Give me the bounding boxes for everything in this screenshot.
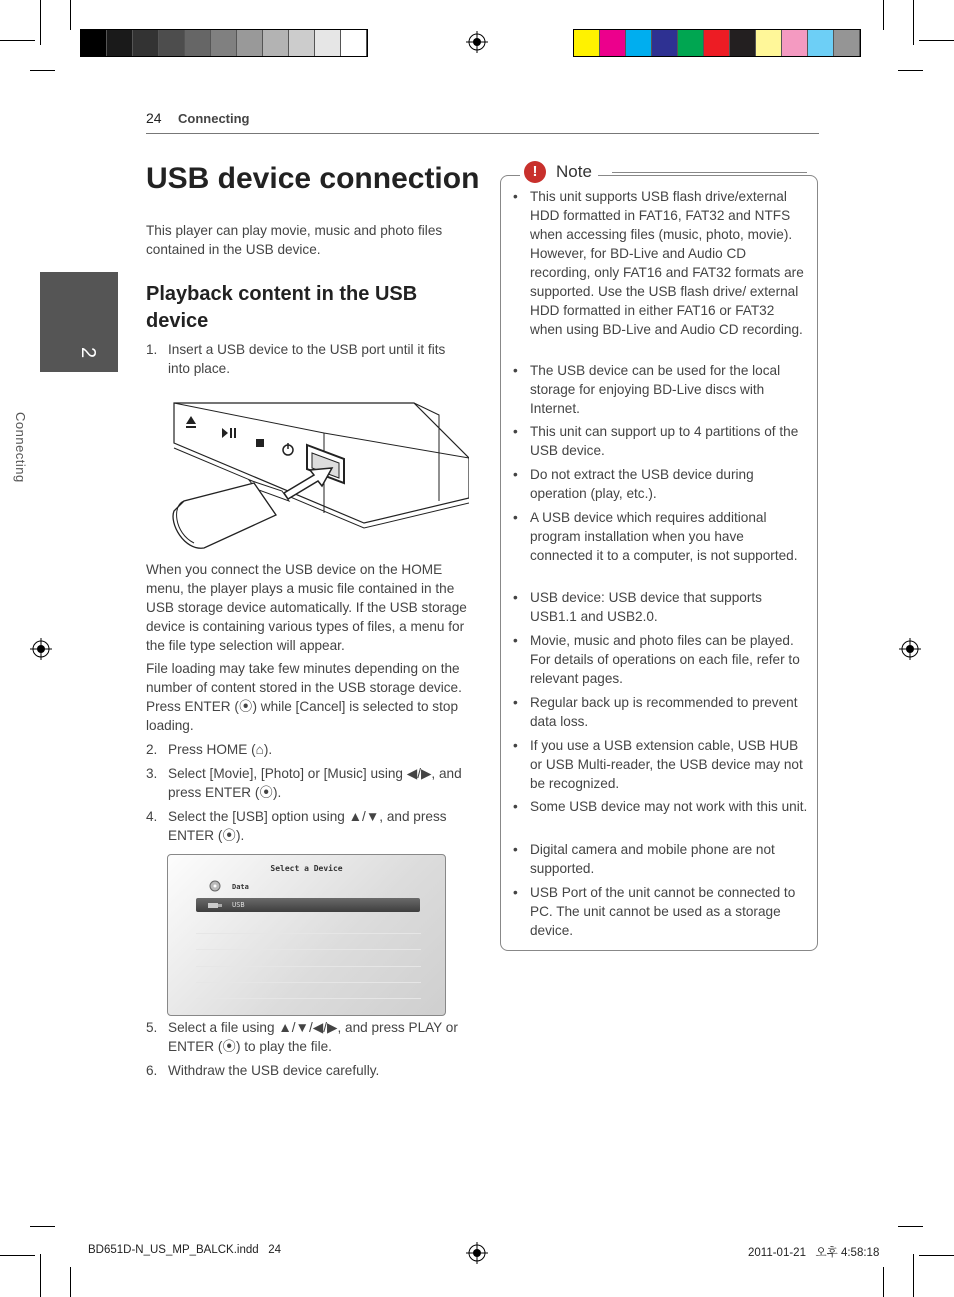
color-swatch: [600, 30, 626, 56]
crop-mark-br-v: [913, 1254, 914, 1297]
crop-mark-bl-h: [0, 1255, 35, 1256]
step-text: Select [Movie], [Photo] or [Music] using ◀/▶, and press ENTER (⦿).: [168, 766, 462, 800]
select-device-menu-screenshot: [167, 854, 446, 1016]
color-swatch: [626, 30, 652, 56]
crop-mark-tr2-v: [883, 0, 884, 30]
note-item: • If you use a USB extension cable, USB HUB or USB Multi-reader, the USB device may not be recognized.: [513, 736, 809, 793]
note-title: Note: [556, 162, 592, 181]
step-number: 3.: [146, 766, 158, 781]
note-item: • This unit can support up to 4 partitions of the USB device.: [513, 422, 809, 460]
crop-mark-tl-v: [40, 0, 41, 45]
menu-divider: [196, 949, 421, 950]
footer-timestamp: 2011-01-21 오후 4:58:18: [748, 1247, 880, 1259]
step-number: 4.: [146, 809, 158, 824]
color-swatch: [289, 30, 315, 56]
footer-filename: BD651D-N_US_MP_BALCK.indd 24: [88, 1244, 282, 1256]
step-text: Withdraw the USB device carefully.: [168, 1063, 380, 1078]
step-item: [146, 340, 468, 378]
note-header: [520, 159, 598, 185]
note-item-text: USB device: USB device that supports USB1.1 and USB2.0.: [530, 590, 762, 624]
note-item-text: USB Port of the unit cannot be connected to PC. The unit cannot be used as a storage device.: [530, 885, 796, 938]
page-title: USB device connection: [146, 162, 480, 195]
note-item-text: Digital camera and mobile phone are not supported.: [530, 842, 775, 876]
step-number: 6.: [146, 1063, 158, 1078]
step-item: [146, 1061, 468, 1080]
chapter-tab-number: 2: [77, 346, 100, 359]
crop-mark-tr-v: [913, 0, 914, 45]
step-number: 2.: [146, 742, 158, 757]
crop-mark-tl2-v: [70, 0, 71, 30]
color-swatch: [341, 30, 367, 56]
usb-insertion-illustration: [164, 383, 469, 553]
note-item: • Some USB device may not work with this unit.: [513, 799, 808, 814]
step-number: 5.: [146, 1020, 158, 1035]
crop-mark-tl-h: [0, 40, 35, 41]
note-item: • A USB device which requires additional program installation when you have connected it to a computer, is not supported.: [513, 508, 809, 565]
step-number: 1.: [146, 342, 158, 357]
step-item: [146, 1018, 468, 1056]
registration-mark-icon: [466, 1242, 488, 1264]
exclamation-icon: !: [524, 161, 546, 183]
note-item: • USB device: USB device that supports USB1.1 and USB2.0.: [513, 588, 809, 626]
color-swatch: [107, 30, 133, 56]
crop-mark-bl2-v: [70, 1267, 71, 1297]
color-swatch: [133, 30, 159, 56]
menu-divider: [196, 982, 421, 983]
crop-mark-bl2-h: [30, 1226, 55, 1227]
chapter-tab-label: Connecting: [13, 412, 28, 483]
intro-paragraph: This player can play movie, music and photo files contained in the USB device.: [146, 223, 443, 257]
note-item: • The USB device can be used for the local storage for enjoying BD-Live discs with Internet.: [513, 361, 809, 418]
color-swatch-bar: [573, 29, 861, 57]
color-swatch: [834, 30, 860, 56]
note-item: • USB Port of the unit cannot be connected to PC. The unit cannot be used as a storage device.: [513, 883, 809, 940]
note-item-text: Some USB device may not work with this unit.: [530, 799, 808, 814]
note-item-text: Regular back up is recommended to prevent data loss.: [530, 695, 798, 729]
color-swatch: [185, 30, 211, 56]
note-item-text: A USB device which requires additional program installation when you have connected it to a computer, is not supported.: [530, 510, 798, 563]
step-text: Insert a USB device to the USB port until it fits into place.: [168, 342, 446, 376]
page-number: 24: [146, 110, 162, 126]
crop-mark-tl2-h: [30, 70, 55, 71]
note-item-text: If you use a USB extension cable, USB HUB or USB Multi-reader, the USB device may not be recognized.: [530, 738, 803, 791]
note-item-text: This unit can support up to 4 partitions of the USB device.: [530, 424, 799, 458]
usb-icon: [208, 902, 222, 909]
note-item: • Digital camera and mobile phone are not supported.: [513, 840, 809, 878]
section-subheading: Playback content in the USB device: [146, 283, 418, 332]
color-swatch: [782, 30, 808, 56]
note-item-text: Movie, music and photo files can be played. For details of operations on each file, refer to relevant pages.: [530, 633, 800, 686]
note-item: • Regular back up is recommended to prevent data loss.: [513, 693, 809, 731]
menu-item-usb-label: USB: [232, 901, 245, 909]
step-text: Select the [USB] option using ▲/▼, and press ENTER (⦿).: [168, 809, 447, 843]
note-item-text: Do not extract the USB device during operation (play, etc.).: [530, 467, 754, 501]
color-swatch: [730, 30, 756, 56]
color-swatch: [652, 30, 678, 56]
stop-button-icon: [256, 439, 264, 447]
menu-item-data: Data: [232, 883, 249, 891]
step-item: [146, 740, 468, 759]
color-swatch: [315, 30, 341, 56]
color-swatch: [574, 30, 600, 56]
note-item-text: This unit supports USB flash drive/external HDD formatted in FAT16, FAT32 and NTFS when accessing files (music, photo, movie). However, for BD-Live and Audio CD recording, only FAT16 and FAT32 formats are supported. Use the USB flash drive/ external HDD formatted in either FAT16 or FAT32 when using BD-Live and Audio CD recording.: [530, 189, 804, 337]
crop-mark-br2-v: [883, 1267, 884, 1297]
note-item: • Do not extract the USB device during operation (play, etc.).: [513, 465, 809, 503]
registration-mark-icon: [466, 31, 488, 53]
step-item: [146, 807, 468, 845]
crop-mark-bl-v: [40, 1254, 41, 1297]
color-swatch: [704, 30, 730, 56]
note-item: • This unit supports USB flash drive/external HDD formatted in FAT16, FAT32 and NTFS when accessing files (music, photo, movie). However, for BD-Live and Audio CD recording, only FAT16 and FAT32 formats are supported. Use the USB flash drive/ external HDD formatted in either FAT16 or FAT32 when using BD-Live and Audio CD recording.: [513, 187, 809, 339]
color-swatch: [237, 30, 263, 56]
step-item: [146, 764, 468, 802]
color-swatch: [81, 30, 107, 56]
menu-divider: [196, 966, 421, 967]
header-rule: [146, 133, 819, 134]
loading-paragraph: File loading may take few minutes depending on the number of content stored in the USB storage device. Press ENTER (⦿) while [Cancel] is selected to stop loading.: [146, 661, 462, 733]
menu-item-usb-selected: [196, 898, 420, 912]
crop-mark-br2-h: [898, 1226, 923, 1227]
color-swatch: [263, 30, 289, 56]
color-swatch: [678, 30, 704, 56]
step-text: Select a file using ▲/▼/◀/▶, and press PLAY or ENTER (⦿) to play the file.: [168, 1020, 458, 1054]
color-swatch: [808, 30, 834, 56]
color-swatch: [211, 30, 237, 56]
menu-divider: [196, 998, 421, 999]
running-header-section: Connecting: [178, 111, 250, 126]
registration-mark-icon: [899, 638, 921, 660]
connect-paragraph: When you connect the USB device on the HOME menu, the player plays a music file contained in the USB storage device automatically. If the USB storage device is containing various types of files, a menu for the file type selection will appear.: [146, 562, 467, 653]
menu-title: Select a Device: [270, 864, 343, 873]
color-swatch: [756, 30, 782, 56]
gray-swatch-bar: [80, 29, 368, 57]
color-swatch: [159, 30, 185, 56]
step-text: Press HOME (⌂).: [168, 742, 273, 757]
menu-divider: [196, 933, 421, 934]
registration-mark-icon: [30, 638, 52, 660]
crop-mark-br-h: [919, 1255, 954, 1256]
note-title-rule: [612, 172, 807, 173]
crop-mark-tr-h: [919, 40, 954, 41]
disc-icon: [209, 880, 221, 892]
crop-mark-tr2-h: [898, 70, 923, 71]
note-item-text: The USB device can be used for the local storage for enjoying BD-Live discs with Internet.: [530, 363, 781, 416]
note-item: • Movie, music and photo files can be played. For details of operations on each file, refer to relevant pages.: [513, 631, 809, 688]
